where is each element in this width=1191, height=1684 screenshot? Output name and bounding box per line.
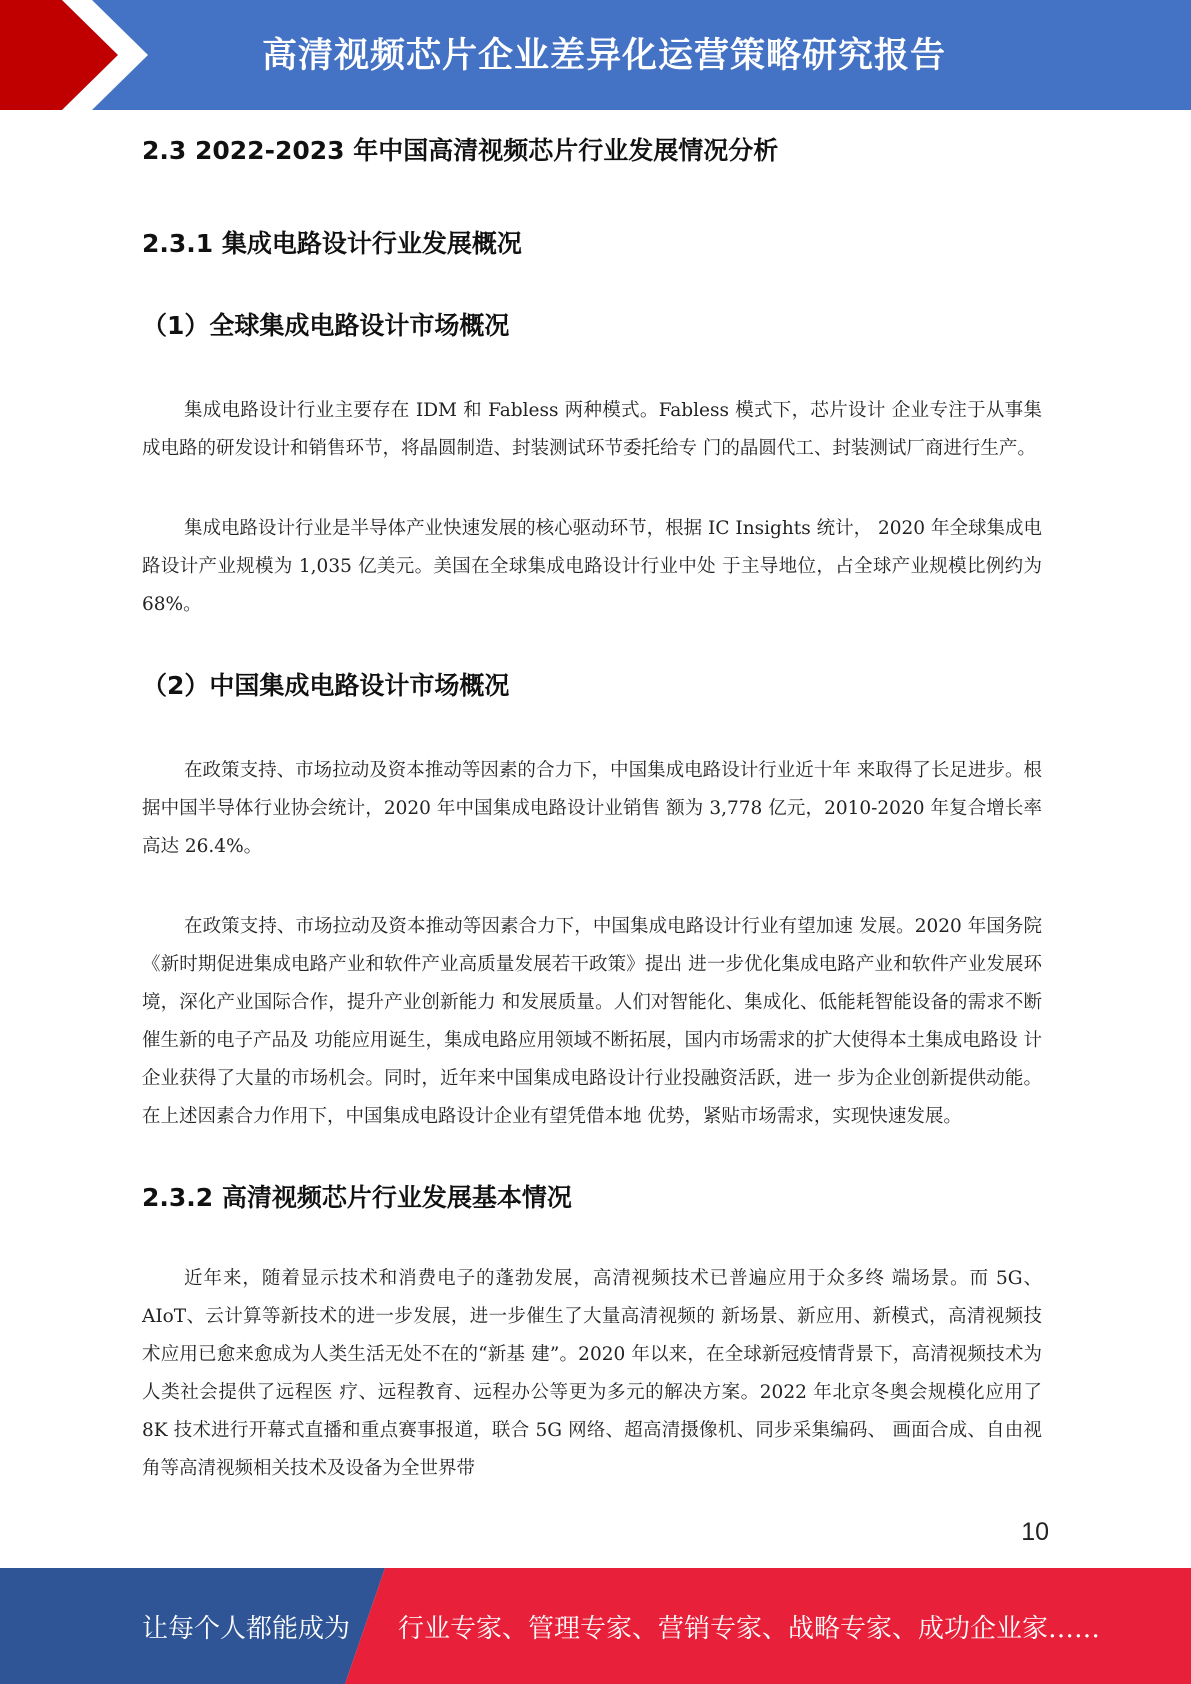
section-heading-2-3-1: 2.3.1 集成电路设计行业发展概况 [142, 229, 522, 258]
page-header [0, 0, 1191, 110]
footer-slogan-left: 让每个人都能成为 [142, 1614, 351, 1644]
subheading-china-market: （2）中国集成电路设计市场概况 [142, 671, 510, 700]
paragraph-4: 在政策支持、市场拉动及资本推动等因素合力下，中国集成电路设计行业有望加速 发展。2020 年国务院《新时期促进集成电路产业和软件产业高质量发展若干政策》提出 进一步优化集成电路产业和软件产业发展环境，深化产业国际合作，提升产业创新能力 和发展质量。人们对智能化、集成化、低能耗智能设备的需求不断催生新的电子产品及 功能应用诞生，集成电路应用领域不断拓展，国内市场需求的扩大使得本土集成电路设 计企业获得了大量的市场机会。同时，近年来中国集成电路设计行业投融资活跃，进一 步为企业创新提供动能。在上述因素合力作用下，中国集成电路设计企业有望凭借本地 优势，紧贴市场需求，实现快速发展。 [142, 916, 1042, 1127]
footer-slogan-right: 行业专家、管理专家、营销专家、战略专家、成功企业家…… [398, 1614, 1101, 1644]
paragraph-5: 近年来，随着显示技术和消费电子的蓬勃发展，高清视频技术已普遍应用于众多终 端场景。而 5G、AIoT、云计算等新技术的进一步发展，进一步催生了大量高清视频的 新场景、新应用、新模式，高清视频技术应用已愈来愈成为人类生活无处不在的“新基 建”。2020 年以来，在全球新冠疫情背景下，高清视频技术为人类社会提供了远程医 疗、远程教育、远程办公等更为多元的解决方案。2022 年北京冬奥会规模化应用了 8K 技术进行开幕式直播和重点赛事报道，联合 5G 网络、超高清摄像机、同步采集编码、 画面合成、自由视角等高清视频相关技术及设备为全世界带 [142, 1268, 1042, 1479]
subheading-global-market: （1）全球集成电路设计市场概况 [142, 311, 510, 340]
paragraph-2: 集成电路设计行业是半导体产业快速发展的核心驱动环节，根据 IC Insights 统计， 2020 年全球集成电路设计产业规模为 1,035 亿美元。美国在全球集成电路设计行业中处 于主导地位，占全球产业规模比例约为 68%。 [142, 518, 1042, 615]
section-heading-2-3-2: 2.3.2 高清视频芯片行业发展基本情况 [142, 1183, 572, 1212]
page-number: 10 [1021, 1518, 1049, 1546]
section-heading-2-3: 2.3 2022-2023 年中国高清视频芯片行业发展情况分析 [142, 136, 779, 165]
paragraph-1: 集成电路设计行业主要存在 IDM 和 Fabless 两种模式。Fabless 模式下，芯片设计 企业专注于从事集成电路的研发设计和销售环节，将晶圆制造、封装测试环节委托给专 门的晶圆代工、封装测试厂商进行生产。 [142, 400, 1042, 459]
page-footer [0, 1568, 1191, 1684]
paragraph-3: 在政策支持、市场拉动及资本推动等因素的合力下，中国集成电路设计行业近十年 来取得了长足进步。根据中国半导体行业协会统计，2020 年中国集成电路设计业销售 额为 3,778 亿元，2010-2020 年复合增长率高达 26.4%。 [142, 760, 1042, 857]
page-content [142, 128, 1042, 1530]
report-title: 高清视频芯片企业差异化运营策略研究报告 [262, 36, 947, 76]
